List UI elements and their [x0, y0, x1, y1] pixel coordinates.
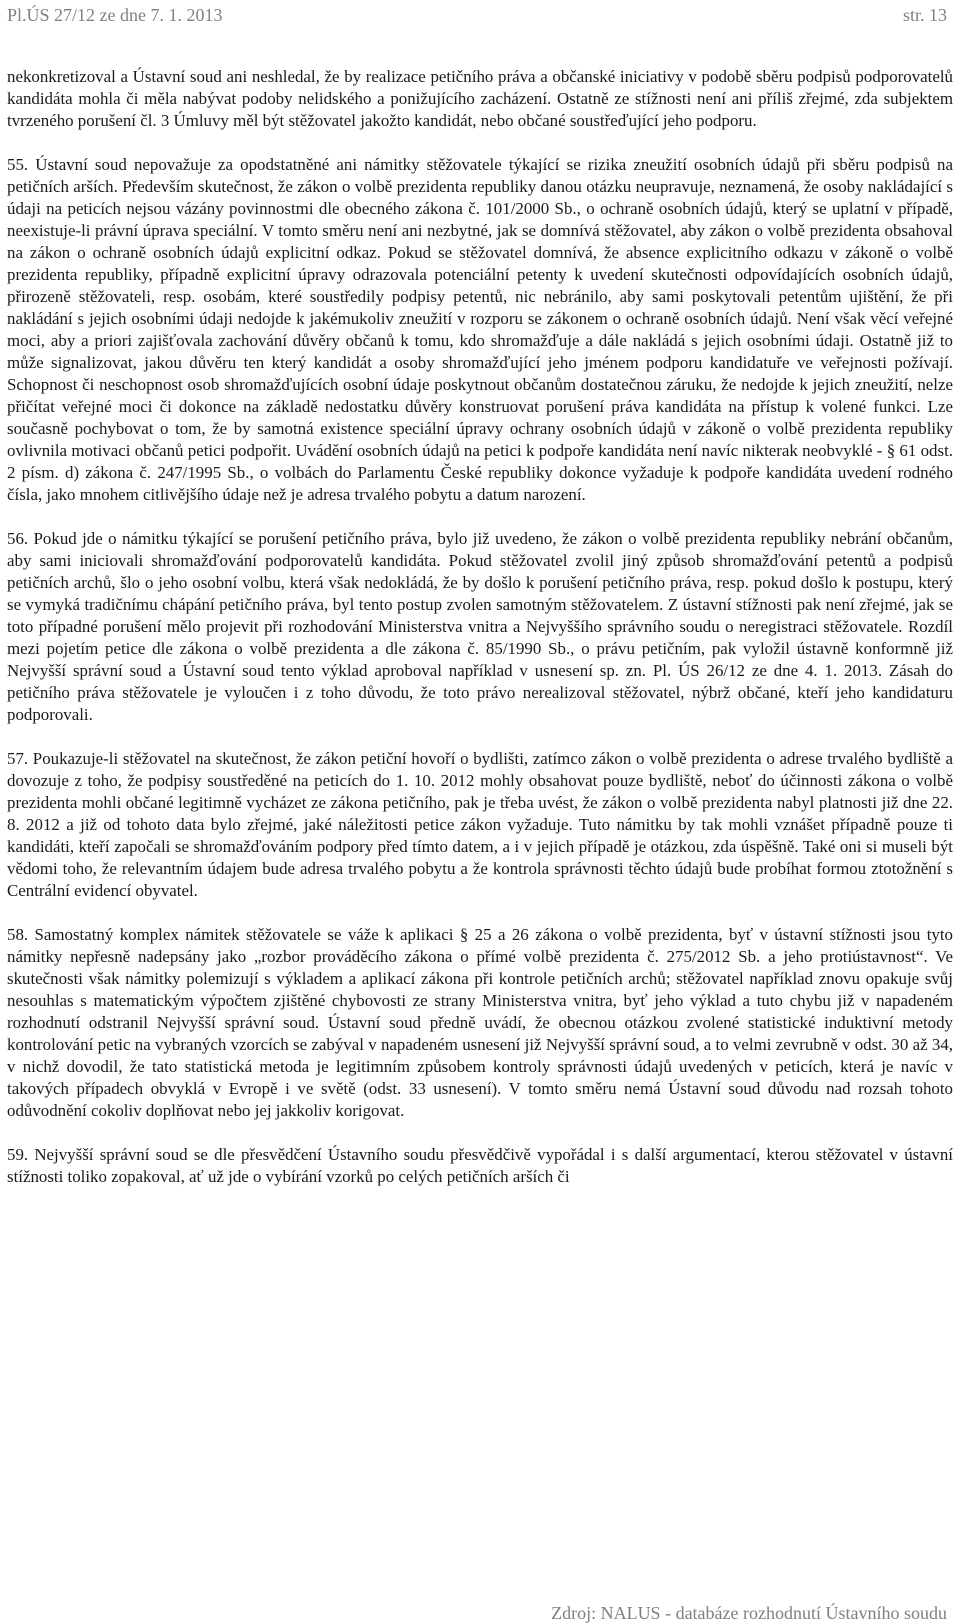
paragraph-56: 56. Pokud jde o námitku týkající se porušení petičního práva, bylo již uvedeno, že zákon o volbě prezidenta republiky nebrání občanům, aby sami iniciovali shromažďování podporovatelů kandidáta. Pokud stěžovatel zvolil jiný způsob shromažďování petentů a podpisů petičních archů, šlo o jeho osobní volbu, která však nedokládá, že by došlo k porušení petičního práva, resp. pokud došlo k postupu, který se vymyká tradičnímu chápání petičního práva, byl tento postup zvolen samotným stěžovatelem. Z ústavní stížnosti pak není zřejmé, jak se toto případné porušení mělo projevit při rozhodování Ministerstva vnitra a Nejvyššího správního soudu o neregistraci stěžovatele. Rozdíl mezi pojetím petice dle zákona o volbě prezidenta a dle zákona č. 85/1990 Sb., o právu petičním, pak vyložil ústavně konformně již Nejvyšší správní soud a Ústavní soud tento výklad aproboval například v usnesení sp. zn. Pl. ÚS 26/12 ze dne 4. 1. 2013. Zásah do petičního práva stěžovatele je vyloučen i z toho důvodu, že toto právo nerealizoval stěžovatel, nýbrž občané, kteří jeho kandidaturu podporovali.	[7, 529, 953, 724]
source-footer: Zdroj: NALUS - databáze rozhodnutí Ústavního soudu	[551, 1603, 947, 1623]
paragraph-57: 57. Poukazuje-li stěžovatel na skutečnost, že zákon petiční hovoří o bydlišti, zatímco zákon o volbě prezidenta o adrese trvalého bydliště a dovozuje z toho, že podpisy soustředěné na peticích do 1. 10. 2012 mohly obsahovat pouze bydliště, neboť do účinnosti zákona o volbě prezidenta mohli občané legitimně vycházet ze zákona petičního, pak je třeba uvést, že zákon o volbě prezidenta nabyl platnosti již dne 22. 8. 2012 a již od tohoto data bylo zřejmé, jaké náležitosti petice zákon vyžaduje. Tuto námitku by tak mohli vznášet případně pouze ti kandidáti, kteří započali se shromažďováním podpory před tímto datem, a i v jejich případě je otázkou, zda úspěšně. Také oni si museli být vědomi toho, že relevantním údajem bude adresa trvalého pobytu a že kontrola správnosti těchto údajů bude probíhat formou ztotožnění s Centrální evidencí obyvatel.	[7, 749, 953, 900]
paragraph-55: 55. Ústavní soud nepovažuje za opodstatněné ani námitky stěžovatele týkající se rizika zneužití osobních údajů při sběru podpisů na petičních arších. Především skutečnost, že zákon o volbě prezidenta republiky danou otázku neupravuje, neznamená, že osoby nakládající s údaji na peticích nejsou vázány povinnostmi dle obecného zákona č. 101/2000 Sb., o ochraně osobních údajů, který se uplatní v případě, neexistuje-li právní úprava speciální. V tomto směru není ani nezbytné, jak se domnívá stěžovatel, aby zákon o volbě prezidenta obsahoval na zákon o ochraně osobních údajů explicitní odkaz. Pokud se stěžovatel domnívá, že absence explicitního odkazu v zákoně o volbě prezidenta republiky, případně explicitní úpravy odrazovala potenciální petenty k uvedení skutečnosti odpovídajících osobních údajů, přirozeně stěžovateli, resp. osobám, které soustředily podpisy petentů, nic nebránilo, aby sami poskytovali petentům ujištění, že při nakládání s jejich osobními údaji nedojde k jakémukoliv zneužití v rozporu se zákonem o ochraně osobních údajů. Není však věcí veřejné moci, aby a priori zajišťovala zachování důvěry občanů k tomu, kdo shromažďuje a dále nakládá s jejich osobními údaji. Ostatně již to může signalizovat, jakou důvěru ten který kandidát a osoby shromažďující jeho jménem podporu kandidatuře ve veřejnosti požívají. Schopnost či neschopnost osob shromažďujících osobní údaje poskytnout občanům dostatečnou záruku, že nedojde k jejich zneužití, nelze přičítat veřejné moci či dokonce na základě nedostatku důvěry konstruovat porušení práva kandidáta na přístup k volené funkci. Lze současně pochybovat o tom, že by samotná existence speciální úpravy ochrany osobních údajů v zákoně o volbě prezidenta republiky ovlivnila motivaci občanů petici podpořit. Uvádění osobních údajů na petici k podpoře kandidáta není navíc nikterak neobvyklé - § 61 odst. 2 písm. d) zákona č. 247/1995 Sb., o volbách do Parlamentu České republiky dokonce vyžaduje k podpoře kandidáta uvedení rodného čísla, jako mnohem citlivějšího údaje než je adresa trvalého pobytu a datum narození.	[7, 155, 953, 504]
document-body	[7, 66, 953, 1210]
paragraph-59: 59. Nejvyšší správní soud se dle přesvědčení Ústavního soudu přesvědčivě vypořádal i s další argumentací, kterou stěžovatel v ústavní stížnosti toliko zopakoval, ať už jde o vybírání vzorků po celých petičních arších či	[7, 1145, 953, 1186]
page-header	[7, 5, 947, 29]
document-reference: Pl.ÚS 27/12 ze dne 7. 1. 2013	[7, 5, 223, 25]
paragraph-58: 58. Samostatný komplex námitek stěžovatele se váže k aplikaci § 25 a 26 zákona o volbě prezidenta, byť v ústavní stížnosti jsou tyto námitky nepřesně nadepsány jako „rozbor prováděcího zákona o přímé volbě prezidenta č. 275/2012 Sb. a jeho protiústavnost“. Ve skutečnosti však námitky polemizují s výkladem a aplikací zákona při kontrole petičních archů; stěžovatel například znovu opakuje svůj nesouhlas s matematickým výpočtem zjištěné chybovosti ze strany Ministerstva vnitra, byť jeho výklad a tuto chybu již v napadeném rozhodnutí odstranil Nejvyšší správní soud. Ústavní soud předně uvádí, že obecnou otázkou zvolené statistické induktivní metody kontrolování petic na vybraných vzorcích se zabýval v napadeném usnesení již Nejvyšší správní soud, a to velmi zevrubně v odst. 30 až 34, v nichž dovodil, že tato statistická metoda je legitimním způsobem kontroly správnosti údajů uvedených v peticích, která je navíc v takových případech obvyklá v Evropě i ve světě (odst. 33 usnesení). V tomto směru nemá Ústavní soud důvodu nad rozsah tohoto odůvodnění cokoliv doplňovat nebo jej jakkoliv korigovat.	[7, 925, 953, 1120]
paragraph-continuation: nekonkretizoval a Ústavní soud ani neshledal, že by realizace petičního práva a občanské iniciativy v podobě sběru podpisů podporovatelů kandidáta mohla či měla nabývat podoby nelidského a ponižujícího zacházení. Ostatně ze stížnosti není ani příliš zřejmé, zda subjektem tvrzeného porušení čl. 3 Úmluvy měl být stěžovatel jakožto kandidát, nebo občané soustřeďující jeho podporu.	[7, 67, 953, 130]
page-number: str. 13	[902, 5, 947, 25]
